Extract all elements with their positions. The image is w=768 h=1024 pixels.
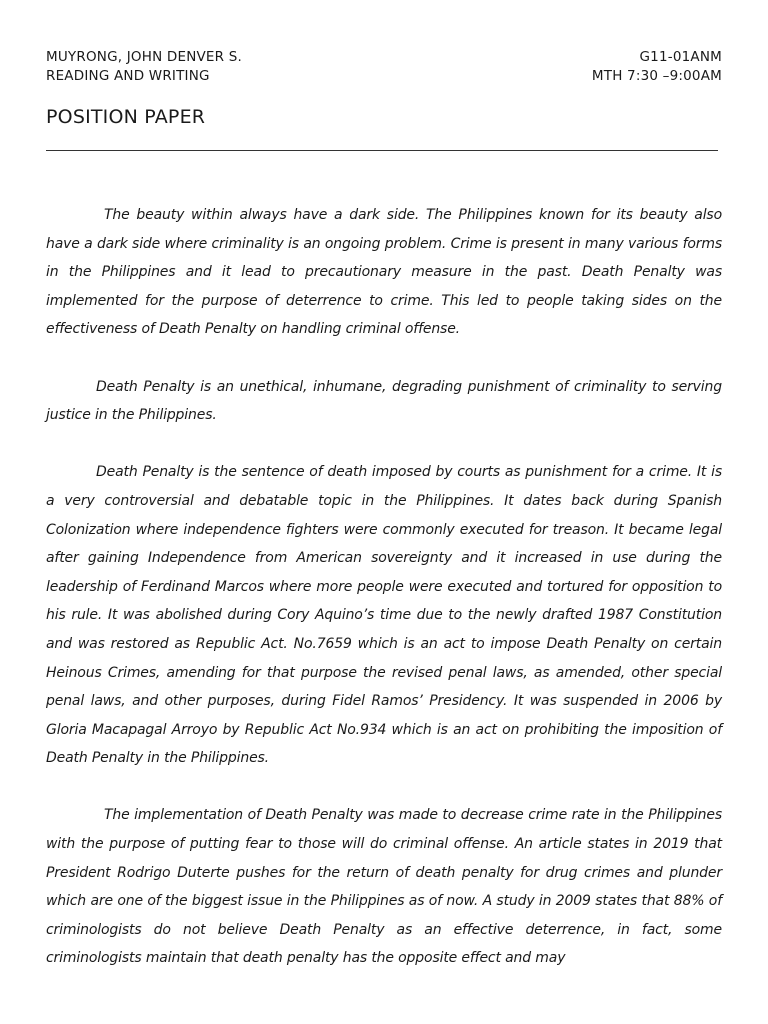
header-left: [46, 48, 242, 86]
class-schedule: MTH 7:30 –9:00AM: [591, 68, 722, 84]
document-body: [46, 201, 722, 1002]
document-title: POSITION PAPER: [46, 106, 206, 128]
title-divider: [46, 150, 718, 151]
paragraph-implementation: The implementation of Death Penalty was made to decrease crime rate in the Philippines with the purpose of putting fear to those will do criminal offense. An article states in 2019 that President Rodrigo Duterte pushes for the return of death penalty for drug crimes and plunder which are one of the biggest issue in the Philippines as of now. A study in 2009 states that 88% of criminologists do not believe Death Penalty as an effective deterrence, in fact, some criminologists maintain that death penalty has the opposite effect and may: [46, 807, 722, 967]
section-code: G11-01ANM: [639, 49, 722, 65]
paragraph-thesis: Death Penalty is an unethical, inhumane, degrading punishment of criminality to serving justice in the Philippines.: [46, 378, 722, 424]
student-name: MUYRONG, JOHN DENVER S.: [46, 49, 242, 65]
header-right: [592, 48, 722, 86]
paragraph-history: Death Penalty is the sentence of death imposed by courts as punishment for a crime. It is a very controversial and debatable topic in the Philippines. It dates back during Spanish Colonization where independence fighters were commonly executed for treason. It became legal after gaining Independence from American sovereignty and it increased in use during the leadership of Ferdinand Marcos where more people were executed and tortured for opposition to his rule. It was abolished during Cory Aquino’s time due to the newly drafted 1987 Constitution and was restored as Republic Act. No.7659 which is an act to impose Death Penalty on certain Heinous Crimes, amending for that purpose the revised penal laws, as amended, other special penal laws, and other purposes, during Fidel Ramos’ Presidency. It was suspended in 2006 by Gloria Macapagal Arroyo by Republic Act No.934 which is an act on prohibiting the imposition of Death Penalty in the Philippines.: [46, 464, 722, 767]
subject-name: READING AND WRITING: [46, 68, 210, 84]
paragraph-intro: The beauty within always have a dark side. The Philippines known for its beauty also have a dark side where criminality is an ongoing problem. Crime is present in many various forms in the Philippines and it lead to precautionary measure in the past. Death Penalty was implemented for the purpose of deterrence to crime. This led to people taking sides on the effectiveness of Death Penalty on handling criminal offense.: [46, 207, 722, 338]
